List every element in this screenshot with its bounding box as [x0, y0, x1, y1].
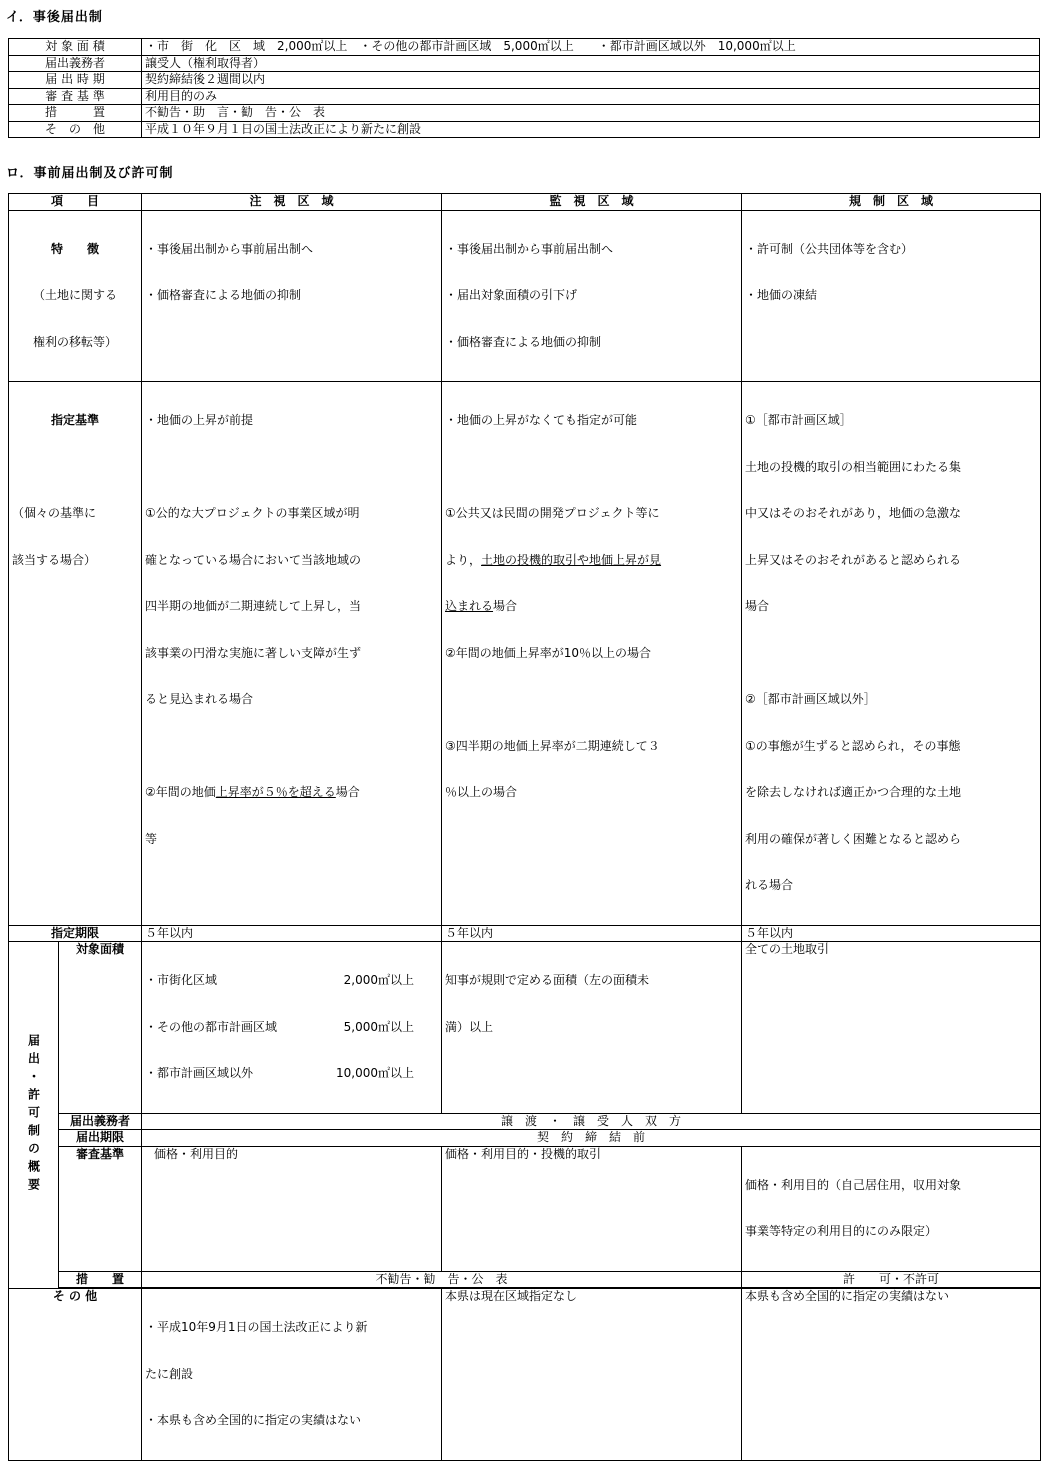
text-line: ②［都市計画区域以外］: [745, 692, 876, 706]
obligor-value: 譲 渡 ・ 譲 受 人 双 方: [142, 1113, 1041, 1130]
table-row-other: [9, 1289, 1041, 1461]
area-regulated: 全ての土地取引: [742, 942, 1041, 1114]
text-line: 利用の確保が著しく困難となると認めら: [745, 831, 962, 846]
table-row-obligor: [9, 1113, 1041, 1130]
area-value: 2,000㎡以上: [343, 973, 415, 987]
text-line: ①公的な大プロジェクトの事業区域が明: [145, 506, 360, 520]
table-row-measures: [9, 1271, 1041, 1288]
period-label: 指定期限: [9, 925, 142, 942]
text-line: ・価格審査による地価の抑制: [445, 334, 602, 349]
criteria-sub-1: （個々の基準に: [12, 506, 97, 520]
text-line: 知事が規則で定める面積（左の面積未: [445, 973, 650, 987]
row-value: ・市 街 化 区 域 2,000㎡以上 ・その他の都市計画区域 5,000㎡以上 ・都市計画区域以外 10,000㎡以上: [142, 39, 1040, 56]
area-entry: [145, 1020, 438, 1036]
text-line: ・届出対象面積の引下げ: [445, 288, 578, 302]
text-line: [445, 599, 738, 615]
criteria-label: 指定基準: [51, 413, 100, 427]
period-monitor: ５年以内: [442, 925, 742, 942]
row-label: 審 査 基 準: [9, 88, 142, 105]
text-line: れる場合: [745, 878, 794, 892]
table-row: [9, 88, 1040, 105]
text-line: 価格・利用目的（自己居住用，収用対象: [745, 1177, 962, 1192]
overview-label-cell: [9, 942, 59, 1289]
area-value: 10,000㎡以上: [336, 1066, 415, 1080]
table-row: [9, 105, 1040, 122]
text-line: ・地価の凍結: [745, 288, 818, 302]
measures-label: 措 置: [59, 1271, 142, 1288]
text-line: [445, 553, 738, 569]
pre-notification-table: [8, 193, 1041, 1461]
underlined-text: 土地の投機的取引や地価上昇が見: [481, 552, 662, 567]
text-line: ・地価の上昇が前提: [145, 413, 254, 427]
table-row-features: [9, 210, 1041, 382]
area-entry: [145, 973, 438, 989]
area-entry: [145, 1066, 438, 1082]
features-sub-2: 権利の移転等）: [33, 334, 118, 349]
features-regulated: [742, 210, 1041, 382]
text-line: ると見込まれる場合: [145, 692, 254, 706]
text-line: ・価格審査による地価の抑制: [145, 288, 302, 302]
text-line: たに創設: [145, 1366, 194, 1381]
features-sub-1: （土地に関する: [33, 288, 118, 302]
review-regulated: [742, 1146, 1041, 1271]
area-name: ・その他の都市計画区域: [145, 1019, 278, 1034]
criteria-regulated: [742, 382, 1041, 926]
measures-watch-monitor: 不勧告・勧 告・公 表: [142, 1271, 742, 1288]
section1-heading: イ．事後届出制: [6, 10, 103, 25]
review-label: 審査基準: [59, 1146, 142, 1271]
other-regulated: 本県も含め全国的に指定の実績はない: [742, 1289, 1041, 1461]
row-value: 契約締結後２週間以内: [142, 72, 1040, 89]
table-row: [9, 72, 1040, 89]
obligor-label: 届出義務者: [59, 1113, 142, 1130]
table-row-criteria: [9, 382, 1041, 926]
text-line: 四半期の地価が二期連続して上昇し，当: [145, 599, 362, 613]
area-name: ・市街化区域: [145, 973, 218, 987]
row-label: 届出義務者: [9, 55, 142, 72]
text-line: ①公共又は民間の開発プロジェクト等に: [445, 506, 660, 520]
text-line: 上昇又はそのおそれがあると認められる: [745, 552, 962, 567]
features-watch: [142, 210, 442, 382]
review-monitor: 価格・利用目的・投機的取引: [442, 1146, 742, 1271]
area-name: ・都市計画区域以外: [145, 1066, 254, 1080]
section2-heading: ロ．事前届出制及び許可制: [6, 166, 174, 181]
table-row-deadline: [9, 1130, 1041, 1147]
period-regulated: ５年以内: [742, 925, 1041, 942]
text-line: [145, 785, 438, 801]
area-label: 対象面積: [59, 942, 142, 1114]
table-header-row: [9, 194, 1041, 211]
features-label: 特 徴: [51, 241, 100, 256]
row-value: 平成１０年９月１日の国土法改正により新たに創設: [142, 121, 1040, 138]
text-part: より，: [445, 552, 482, 567]
criteria-label-cell: [9, 382, 142, 926]
text-line: ・事後届出制から事前届出制へ: [145, 241, 314, 256]
text-line: ①［都市計画区域］: [745, 413, 852, 427]
text-line: ・許可制（公共団体等を含む）: [745, 241, 914, 256]
measures-regulated: 許 可・不許可: [742, 1271, 1041, 1288]
other-label: そ の 他: [9, 1289, 142, 1461]
text-line: ②年間の地価上昇率が10％以上の場合: [445, 645, 652, 660]
table-row-review: [9, 1146, 1041, 1271]
row-label: 措 置: [9, 105, 142, 122]
criteria-monitor: [442, 382, 742, 926]
header-monitor-area: 監 視 区 域: [442, 194, 742, 211]
row-label: そ の 他: [9, 121, 142, 138]
other-watch: [142, 1289, 442, 1461]
header-watch-area: 注 視 区 域: [142, 194, 442, 211]
header-regulated-area: 規 制 区 域: [742, 194, 1041, 211]
text-line: ・本県も含め全国的に指定の実績はない: [145, 1413, 362, 1427]
review-watch: 価格・利用目的: [142, 1146, 442, 1271]
table-row: [9, 121, 1040, 138]
text-line: ％以上の場合: [445, 785, 518, 799]
deadline-label: 届出期限: [59, 1130, 142, 1147]
header-item: 項 目: [9, 194, 142, 211]
row-value: 譲受人（権利取得者）: [142, 55, 1040, 72]
text-part: 場合: [335, 785, 360, 799]
area-watch: [142, 942, 442, 1114]
table-row: [9, 55, 1040, 72]
table-row: [9, 39, 1040, 56]
text-part: ②年間の地価: [145, 785, 216, 799]
text-line: ・事後届出制から事前届出制へ: [445, 241, 614, 256]
other-monitor: 本県は現在区域指定なし: [442, 1289, 742, 1461]
area-value: 5,000㎡以上: [343, 1019, 415, 1034]
area-monitor: [442, 942, 742, 1114]
text-line: ①の事態が生ずると認められ，その事態: [745, 738, 961, 753]
text-line: 土地の投機的取引の相当範囲にわたる集: [745, 459, 962, 474]
text-line: 事業等特定の利用目的にのみ限定）: [745, 1224, 938, 1238]
text-line: 等: [145, 831, 158, 846]
period-watch: ５年以内: [142, 925, 442, 942]
features-label-cell: [9, 210, 142, 382]
table-row-area: [9, 942, 1041, 1114]
text-line: 確となっている場合において当該地域の: [145, 552, 362, 567]
text-line: ・平成10年9月1日の国土法改正により新: [145, 1320, 368, 1334]
table-row-period: [9, 925, 1041, 942]
text-line: ・地価の上昇がなくても指定が可能: [445, 413, 638, 427]
underlined-text: 込まれる: [445, 599, 494, 613]
row-label: 届 出 時 期: [9, 72, 142, 89]
text-line: ③四半期の地価上昇率が二期連続して３: [445, 738, 660, 753]
criteria-sub-2: 該当する場合）: [12, 552, 97, 567]
text-line: を除去しなければ適正かつ合理的な土地: [745, 785, 962, 799]
criteria-watch: [142, 382, 442, 926]
row-value: 不勧告・助 言・勧 告・公 表: [142, 105, 1040, 122]
text-line: 満）以上: [445, 1019, 494, 1034]
deadline-value: 契 約 締 結 前: [142, 1130, 1041, 1147]
post-notification-table: [8, 38, 1040, 138]
overview-label: 届出・許可制の概要: [26, 1034, 41, 1196]
underlined-text: 上昇率が５％を超える: [215, 785, 336, 799]
text-line: 中又はそのおそれがあり，地価の急激な: [745, 506, 962, 520]
text-part: 場合: [493, 599, 518, 613]
text-line: 該事業の円滑な実施に著しい支障が生ず: [145, 645, 362, 660]
row-value: 利用目的のみ: [142, 88, 1040, 105]
row-label: 対 象 面 積: [9, 39, 142, 56]
text-line: 場合: [745, 599, 770, 613]
features-monitor: [442, 210, 742, 382]
